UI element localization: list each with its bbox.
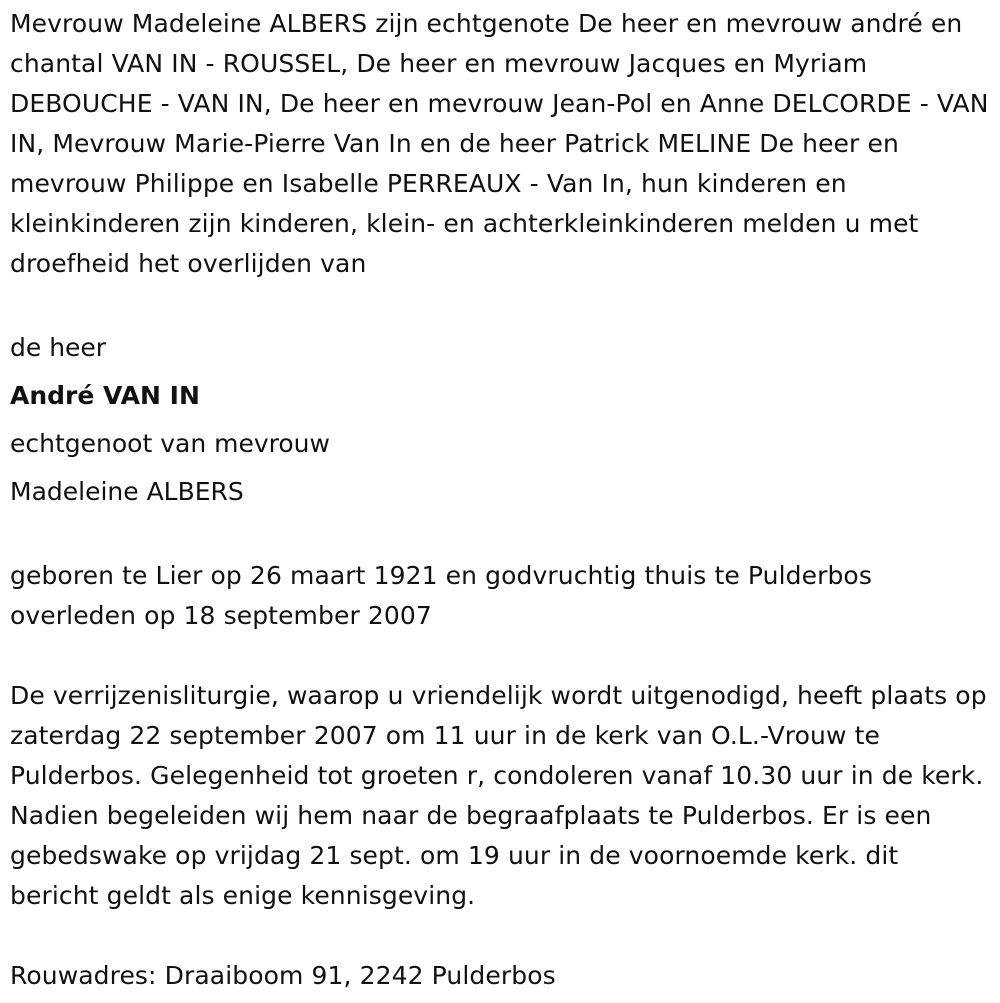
deceased-block — [10, 324, 992, 516]
mourning-address: Rouwadres: Draaiboom 91, 2242 Pulderbos — [10, 961, 556, 990]
intro-paragraph: Mevrouw Madeleine ALBERS zijn echtgenote De heer en mevrouw andré en chantal VAN IN - ROUSSEL, De heer en mevrouw Jacques en Myriam DEBOUCHE - VAN IN, De heer en mevrouw Jean-Pol en Anne DELCORDE - VAN IN, Mevrouw Marie-Pierre Van In en de heer Patrick MELINE De heer en mevrouw Philippe en Isabelle PERREAUX - Van In, hun kinderen en kleinkinderen zijn kinderen, klein- en achterkleinkinderen melden u met droefheid het overlijden van — [10, 9, 989, 278]
spouse-name: Madeleine ALBERS — [10, 477, 244, 506]
spacer — [10, 516, 992, 556]
spacer — [10, 636, 992, 676]
deceased-title: de heer — [10, 333, 107, 362]
obituary-document — [10, 4, 992, 996]
spacer — [10, 916, 992, 956]
ceremony-paragraph: De verrijzenisliturgie, waarop u vriendelijk wordt uitgenodigd, heeft plaats op zaterdag 22 september 2007 om 11 uur in de kerk van O.L.-Vrouw te Pulderbos. Gelegenheid tot groeten r, condoleren vanaf 10.30 uur in de kerk. Nadien begeleiden wij hem naar de begraafplaats te Pulderbos. Er is een gebedswake op vrijdag 21 sept. om 19 uur in de voornoemde kerk. dit bericht geldt als enige kennisgeving. — [10, 681, 987, 910]
spacer — [10, 284, 992, 324]
deceased-name: André VAN IN — [10, 381, 200, 410]
birth-death-paragraph: geboren te Lier op 26 maart 1921 en godvruchtig thuis te Pulderbos overleden op 18 september 2007 — [10, 561, 872, 630]
deceased-relation: echtgenoot van mevrouw — [10, 429, 330, 458]
